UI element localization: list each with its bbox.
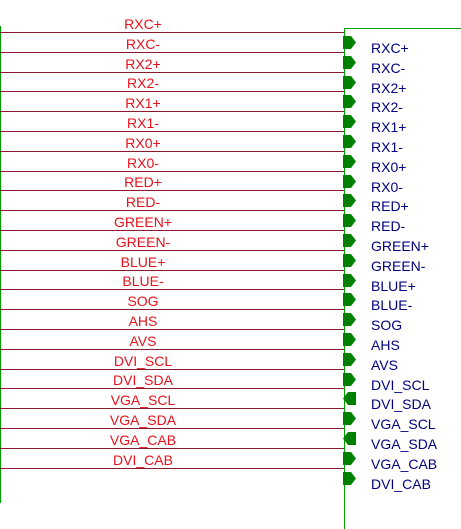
net-wire[interactable] (0, 349, 344, 370)
connector-pin-label: GREEN+ (371, 238, 429, 254)
net-wire[interactable] (0, 250, 344, 271)
net-wire[interactable] (0, 230, 344, 251)
net-label: VGA_CAB (109, 431, 177, 448)
net-wire[interactable] (0, 111, 344, 132)
connector-pin-label: BLUE+ (371, 277, 416, 294)
input-pin-arrow-icon (343, 175, 356, 188)
bidirectional-pin-arrow-icon (343, 392, 356, 405)
net-label: RX2+ (125, 55, 161, 72)
input-pin-arrow-icon (343, 214, 356, 227)
connector-pin-label: RED+ (371, 198, 409, 215)
input-pin-arrow-icon (343, 373, 356, 386)
connector-pin-label: RXC+ (371, 40, 409, 56)
net-wire[interactable] (0, 12, 344, 33)
input-pin-arrow-icon (343, 76, 356, 89)
net-label: BLUE- (122, 273, 164, 290)
input-pin-arrow-icon (343, 115, 356, 128)
net-wire[interactable] (0, 309, 344, 330)
connector-pin-label: RX0+ (371, 158, 407, 175)
net-label: RXC+ (124, 16, 162, 32)
input-pin-arrow-icon (343, 254, 356, 267)
net-wire[interactable] (0, 368, 344, 389)
net-label: RED+ (124, 174, 162, 191)
net-label: RXC- (125, 35, 161, 52)
net-wire[interactable] (0, 131, 344, 152)
net-label: VGA_SCL (110, 392, 176, 409)
connector-pin-label: RX2+ (371, 79, 407, 96)
connector-pin-label: DVI_CAB (371, 475, 431, 492)
net-wire[interactable] (0, 448, 344, 469)
net-wire[interactable] (0, 151, 344, 172)
net-label: GREEN+ (114, 214, 172, 230)
net-label: DVI_CAB (113, 451, 173, 468)
bidirectional-pin-arrow-icon (343, 432, 356, 445)
net-wire[interactable] (0, 388, 344, 409)
connector-pin-label: DVI_SDA (371, 396, 431, 413)
net-label: RED- (125, 194, 161, 211)
net-label: RX2- (127, 75, 159, 92)
connector-pin-label: DVI_SCL (371, 376, 430, 393)
connector-pin-label: RX1+ (371, 119, 407, 136)
net-wire[interactable] (0, 408, 344, 429)
net-label: SOG (127, 293, 159, 310)
input-pin-arrow-icon (343, 95, 356, 108)
connector-pin-label: VGA_CAB (371, 455, 438, 472)
input-pin-arrow-icon (343, 472, 356, 485)
net-wire[interactable] (0, 71, 344, 92)
input-pin-arrow-icon (343, 412, 356, 425)
connector-pin-label: AVS (371, 356, 398, 373)
connector-body-top-edge (344, 28, 461, 29)
input-pin-arrow-icon (343, 353, 356, 366)
connector-pin-label: RXC- (371, 59, 406, 76)
input-pin-arrow-icon (343, 155, 356, 168)
input-pin-arrow-icon (343, 452, 356, 465)
input-pin-arrow-icon (343, 274, 356, 287)
net-label: DVI_SCL (113, 352, 173, 369)
connector-pin-label: RED- (371, 218, 406, 235)
connector-pin-label: AHS (371, 337, 400, 353)
input-pin-arrow-icon (343, 293, 356, 306)
net-wire[interactable] (0, 91, 344, 112)
net-wire[interactable] (0, 329, 344, 350)
net-label: AHS (128, 313, 158, 329)
net-label: DVI_SDA (113, 372, 173, 389)
connector-pin-label: RX1- (371, 139, 403, 155)
net-wire[interactable] (0, 210, 344, 231)
connector-pin-label: BLUE- (371, 297, 413, 314)
net-label: VGA_SDA (109, 412, 177, 428)
net-wire[interactable] (0, 52, 344, 73)
connector-pin-label: VGA_SCL (371, 416, 436, 433)
input-pin-arrow-icon (343, 194, 356, 207)
connector-pin-label: RX2- (371, 99, 403, 116)
net-wire[interactable] (0, 170, 344, 191)
input-pin-arrow-icon (343, 313, 356, 326)
net-label: BLUE+ (120, 253, 166, 270)
input-pin-arrow-icon (343, 234, 356, 247)
net-wire[interactable] (0, 190, 344, 211)
net-wire[interactable] (0, 289, 344, 310)
net-label: RX1- (127, 115, 159, 131)
net-label: AVS (129, 332, 157, 349)
input-pin-arrow-icon (343, 135, 356, 148)
input-pin-arrow-icon (343, 56, 356, 69)
net-wire[interactable] (0, 269, 344, 290)
net-label: RX0- (127, 154, 159, 171)
net-label: GREEN- (115, 233, 171, 250)
net-label: RX1+ (125, 95, 161, 112)
input-pin-arrow-icon (343, 333, 356, 346)
connector-pin-label: GREEN- (371, 257, 426, 274)
net-wire[interactable] (0, 428, 344, 449)
connector-pin-label: VGA_SDA (371, 436, 438, 452)
net-label: RX0+ (125, 134, 161, 151)
net-wire[interactable] (0, 32, 344, 53)
connector-pin-label: RX0- (371, 178, 403, 195)
input-pin-arrow-icon (343, 36, 356, 49)
connector-pin-label: SOG (371, 317, 403, 334)
